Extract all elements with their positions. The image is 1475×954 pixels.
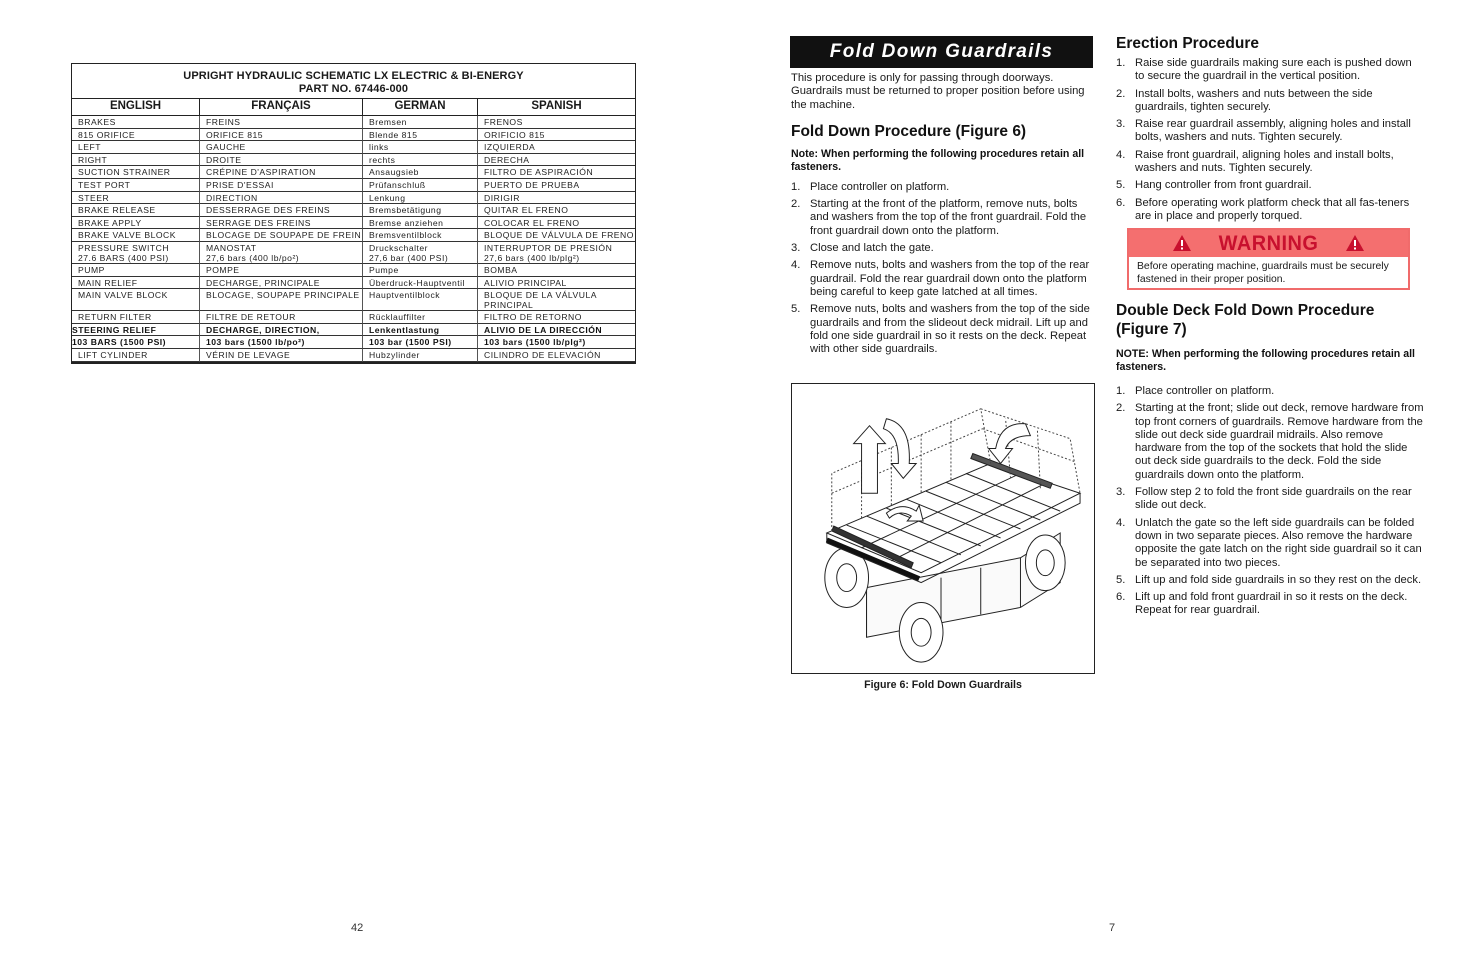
table-cell: Blende 815 <box>362 129 477 142</box>
table-cell: RIGHT <box>72 154 199 167</box>
step-text: Place controller on platform. <box>810 180 950 193</box>
table-cell: BOMBA <box>477 264 635 277</box>
table-cell: COLOCAR EL FRENO <box>477 217 635 230</box>
step-number: 3. <box>1116 118 1126 131</box>
table-cell: Druckschalter 27,6 bar (400 PSI) <box>362 242 477 264</box>
figure-6-illustration <box>791 383 1095 674</box>
double-deck-section <box>1116 301 1424 622</box>
table-cell: Bremsbetätigung <box>362 204 477 217</box>
table-title-line-1: UPRIGHT HYDRAULIC SCHEMATIC LX ELECTRIC & BI-ENERGY <box>183 70 524 82</box>
list-item <box>791 242 1097 255</box>
right-column <box>1116 34 1424 227</box>
list-item <box>791 303 1097 356</box>
table-cell: Hubzylinder <box>362 349 477 362</box>
table-cell: CILINDRO DE ELEVACIÓN <box>477 349 635 362</box>
table-cell: MAIN RELIEF <box>72 277 199 290</box>
double-deck-heading: Double Deck Fold Down Procedure (Figure 7) <box>1116 302 1375 338</box>
table-cell: SERRAGE DES FREINS <box>199 217 362 230</box>
figure-caption: Figure 6: Fold Down Guardrails <box>864 679 1022 691</box>
table-grid <box>72 99 635 362</box>
table-cell: 103 bars (1500 lb/plg²) <box>477 336 635 349</box>
table-cell: Rücklauffilter <box>362 311 477 324</box>
step-number: 2. <box>1116 402 1126 415</box>
table-cell: PUERTO DE PRUEBA <box>477 179 635 192</box>
fold-note: Note: When performing the following procedures retain all fasteners. <box>791 147 1085 173</box>
table-cell: Prüfanschluß <box>362 179 477 192</box>
column-header-french: FRANÇAIS <box>199 99 362 116</box>
list-item <box>791 259 1097 299</box>
table-cell: DIRECTION <box>199 192 362 205</box>
table-title <box>72 64 635 99</box>
table-cell: IZQUIERDA <box>477 141 635 154</box>
table-cell: Lenkentlastung <box>362 324 477 337</box>
table-cell: Ansaugsieb <box>362 166 477 179</box>
step-text: Install bolts, washers and nuts between the side guardrails, tighten securely. <box>1135 87 1373 113</box>
translation-table <box>71 63 636 364</box>
warning-triangle-icon <box>1172 234 1192 252</box>
list-item <box>1116 517 1424 570</box>
step-number: 6. <box>1116 196 1126 209</box>
step-text: Lift up and fold front guardrail in so it rests on the deck. Repeat for rear guardrail. <box>1135 591 1408 617</box>
list-item <box>791 181 1097 194</box>
table-cell: 103 bar (1500 PSI) <box>362 336 477 349</box>
table-cell: POMPE <box>199 264 362 277</box>
list-item <box>1116 118 1424 145</box>
step-text: Starting at the front; slide out deck, remove hardware from top front corners of guardrails. Remove hardware from the slide out deck side guardrail midrails. Also remove hardware from the top of the sockets that hold the slide out deck side guardrails to the deck. Fold the side guardrails down onto the platform. <box>1135 402 1424 481</box>
table-cell: SUCTION STRAINER <box>72 166 199 179</box>
table-cell: FRENOS <box>477 116 635 129</box>
intro-text: This procedure is only for passing through doorways. Guardrails must be returned to proper position before using the machine. <box>791 72 1085 111</box>
step-number: 2. <box>791 198 801 211</box>
table-cell: VÉRIN DE LEVAGE <box>199 349 362 362</box>
table-cell: MANOSTAT 27,6 bars (400 lb/po²) <box>199 242 362 264</box>
table-cell: INTERRUPTOR DE PRESIÓN 27,6 bars (400 lb/plg²) <box>477 242 635 264</box>
list-item <box>1116 402 1424 482</box>
double-deck-note: NOTE: When performing the following procedures retain all fasteners. <box>1116 348 1415 373</box>
table-cell: BRAKE RELEASE <box>72 204 199 217</box>
step-number: 5. <box>791 303 801 316</box>
page-number-left: 42 <box>351 922 364 934</box>
warning-box <box>1127 228 1410 290</box>
table-cell: DECHARGE, PRINCIPALE <box>199 277 362 290</box>
table-cell: Bremsventilblock <box>362 229 477 242</box>
table-cell: 815 ORIFICE <box>72 129 199 142</box>
table-cell: PRISE D'ESSAI <box>199 179 362 192</box>
table-cell: Überdruck-Hauptventil <box>362 277 477 290</box>
fold-heading: Fold Down Procedure (Figure 6) <box>791 122 1027 140</box>
column-header-german: GERMAN <box>362 99 477 116</box>
step-text: Raise side guardrails making sure each is pushed down to secure the guardrail in the vertical position. <box>1135 57 1412 83</box>
table-cell: 103 bars (1500 lb/po²) <box>199 336 362 349</box>
table-cell: Pumpe <box>362 264 477 277</box>
table-cell: RETURN FILTER <box>72 311 199 324</box>
step-text: Lift up and fold side guardrails in so they rest on the deck. <box>1135 573 1422 586</box>
warning-header <box>1129 230 1408 257</box>
step-text: Close and latch the gate. <box>810 242 934 255</box>
section-banner: Fold Down Guardrails <box>790 36 1093 68</box>
table-cell: QUITAR EL FRENO <box>477 204 635 217</box>
column-header-spanish: SPANISH <box>477 99 635 116</box>
step-text: Before operating work platform check that all fas-teners are in place and properly torqued. <box>1135 196 1410 222</box>
page-number-right: 7 <box>1109 922 1116 934</box>
table-cell: TEST PORT <box>72 179 199 192</box>
list-item <box>1116 591 1424 618</box>
step-number: 1. <box>1116 385 1126 397</box>
table-cell: BRAKE APPLY <box>72 217 199 230</box>
table-cell: CRÉPINE D'ASPIRATION <box>199 166 362 179</box>
table-cell: DROITE <box>199 154 362 167</box>
left-column <box>791 72 1097 360</box>
table-cell: FILTRO DE ASPIRACIÓN <box>477 166 635 179</box>
step-number: 5. <box>1116 573 1126 586</box>
warning-triangle-icon <box>1345 234 1365 252</box>
step-number: 5. <box>1116 179 1126 192</box>
table-cell: DIRIGIR <box>477 192 635 205</box>
table-cell: FILTRE DE RETOUR <box>199 311 362 324</box>
table-cell: LEFT <box>72 141 199 154</box>
list-item <box>1116 88 1424 115</box>
list-item <box>1116 149 1424 176</box>
table-cell: BLOQUE DE LA VÁLVULA PRINCIPAL <box>477 289 635 311</box>
table-part-number: PART NO. 67446-000 <box>298 83 409 95</box>
table-cell: BLOCAGE DE SOUPAPE DE FREIN <box>199 229 362 242</box>
step-text: Starting at the front of the platform, remove nuts, bolts and washers from the top of the front guardrail. Fold the front guardrail down onto the platform. <box>810 198 1087 237</box>
table-cell: MAIN VALVE BLOCK <box>72 289 199 311</box>
table-cell: links <box>362 141 477 154</box>
step-number: 4. <box>1116 148 1126 161</box>
list-item <box>1116 179 1424 192</box>
table-cell: BLOCAGE, SOUPAPE PRINCIPALE <box>199 289 362 311</box>
table-cell: rechts <box>362 154 477 167</box>
table-cell: ORIFICE 815 <box>199 129 362 142</box>
erection-heading: Erection Procedure <box>1116 35 1259 52</box>
step-text: Raise front guardrail, aligning holes and install bolts, washers and nuts. Tighten securely. <box>1135 148 1394 175</box>
fold-steps-list <box>791 181 1097 357</box>
step-text: Remove nuts, bolts and washers from the top of the rear guardrail. Fold the rear guardrail down onto the platform being careful to keep gate latched at all times. <box>810 259 1090 298</box>
table-cell: 103 BARS (1500 PSI) <box>72 336 199 349</box>
table-cell: PRESSURE SWITCH 27.6 BARS (400 PSI) <box>72 242 199 264</box>
double-deck-steps-list <box>1116 385 1424 618</box>
table-cell: LIFT CYLINDER <box>72 349 199 362</box>
list-item <box>1116 197 1424 224</box>
step-text: Hang controller from front guardrail. <box>1135 179 1312 192</box>
table-cell: ORIFICIO 815 <box>477 129 635 142</box>
list-item <box>1116 385 1424 398</box>
step-text: Remove nuts, bolts and washers from the top of the side guardrails and from the slideout deck midrail. Lift up and fold one side guardrail in so it rests on the deck. Repeat with other side guardrails. <box>810 303 1090 356</box>
step-number: 6. <box>1116 591 1126 604</box>
list-item <box>1116 486 1424 513</box>
table-cell: Bremsen <box>362 116 477 129</box>
table-cell: Lenkung <box>362 192 477 205</box>
step-number: 4. <box>791 259 801 272</box>
step-number: 4. <box>1116 516 1126 529</box>
table-cell: STEER <box>72 192 199 205</box>
table-cell: BLOQUE DE VÁLVULA DE FRENO <box>477 229 635 242</box>
table-cell: GAUCHE <box>199 141 362 154</box>
step-text: Raise rear guardrail assembly, aligning holes and install bolts, washers and nuts. Tighten securely. <box>1135 118 1411 144</box>
step-text: Follow step 2 to fold the front side guardrails on the rear slide out deck. <box>1135 486 1412 512</box>
table-cell: PUMP <box>72 264 199 277</box>
table-cell: Bremse anziehen <box>362 217 477 230</box>
step-number: 2. <box>1116 87 1126 100</box>
scissor-lift-drawing <box>792 384 1094 673</box>
warning-title: WARNING <box>1218 231 1319 255</box>
step-text: Place controller on platform. <box>1135 385 1275 397</box>
list-item <box>1116 574 1424 587</box>
table-cell: ALIVIO DE LA DIRECCIÓN <box>477 324 635 337</box>
table-cell: FILTRO DE RETORNO <box>477 311 635 324</box>
step-number: 3. <box>1116 486 1126 499</box>
table-cell: DERECHA <box>477 154 635 167</box>
warning-text: Before operating machine, guardrails must be securely fastened in their proper position. <box>1137 261 1389 285</box>
step-number: 1. <box>791 180 801 193</box>
table-cell: ALIVIO PRINCIPAL <box>477 277 635 290</box>
erection-steps-list <box>1116 57 1424 223</box>
table-cell: BRAKE VALVE BLOCK <box>72 229 199 242</box>
step-text: Unlatch the gate so the left side guardrails can be folded down in two separate pieces. Also remove the hardware opposite the gate latch on the right side guardrail so it can be separated into two pieces. <box>1135 516 1422 569</box>
column-header-english: ENGLISH <box>72 99 199 116</box>
table-cell: STEERING RELIEF <box>72 324 199 337</box>
list-item <box>1116 57 1424 84</box>
step-number: 1. <box>1116 57 1126 69</box>
step-number: 3. <box>791 242 801 255</box>
table-cell: DECHARGE, DIRECTION, <box>199 324 362 337</box>
table-cell: Hauptventilblock <box>362 289 477 311</box>
list-item <box>791 198 1097 238</box>
table-cell: BRAKES <box>72 116 199 129</box>
table-cell: FREINS <box>199 116 362 129</box>
table-cell: DESSERRAGE DES FREINS <box>199 204 362 217</box>
